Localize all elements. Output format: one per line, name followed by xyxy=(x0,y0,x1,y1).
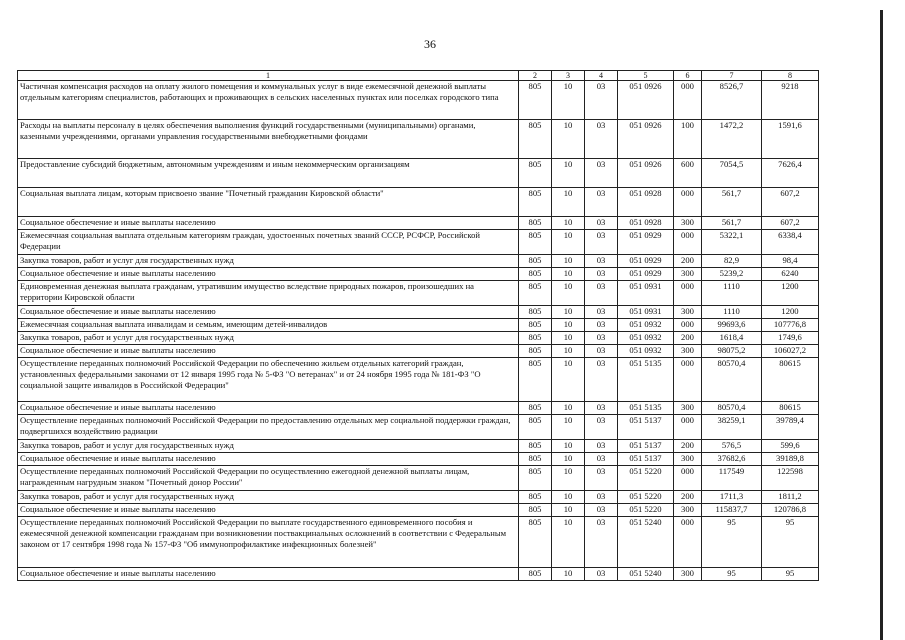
code-target-cell: 051 0932 xyxy=(618,332,674,345)
header-cell: 2 xyxy=(519,71,552,81)
code-expense-type-cell: 300 xyxy=(674,453,702,466)
column-number-header-row xyxy=(18,71,819,81)
description-cell: Ежемесячная социальная выплата инвалидам и семьям, имеющим детей-инвалидов xyxy=(18,319,519,332)
code-target-cell: 051 5137 xyxy=(618,415,674,440)
table-body xyxy=(18,71,819,581)
code-subsection-cell: 03 xyxy=(585,281,618,306)
amount-year-2-cell: 1200 xyxy=(762,281,819,306)
code-target-cell: 051 0928 xyxy=(618,217,674,230)
code-section-cell: 10 xyxy=(552,358,585,402)
code-expense-type-cell: 300 xyxy=(674,402,702,415)
amount-year-1-cell: 82,9 xyxy=(702,255,762,268)
table-row xyxy=(18,120,819,159)
code-section-cell: 10 xyxy=(552,517,585,568)
code-section-cell: 10 xyxy=(552,415,585,440)
amount-year-1-cell: 8526,7 xyxy=(702,81,762,120)
code-section-cell: 10 xyxy=(552,319,585,332)
code-target-cell: 051 5137 xyxy=(618,440,674,453)
code-subsection-cell: 03 xyxy=(585,217,618,230)
code-subsection-cell: 03 xyxy=(585,415,618,440)
code-ministry-cell: 805 xyxy=(519,491,552,504)
code-expense-type-cell: 200 xyxy=(674,491,702,504)
table-row xyxy=(18,159,819,188)
header-cell: 7 xyxy=(702,71,762,81)
code-section-cell: 10 xyxy=(552,120,585,159)
header-cell: 4 xyxy=(585,71,618,81)
code-section-cell: 10 xyxy=(552,188,585,217)
description-cell: Социальное обеспечение и иные выплаты населению xyxy=(18,345,519,358)
table-row xyxy=(18,281,819,306)
code-target-cell: 051 5135 xyxy=(618,358,674,402)
code-target-cell: 051 0926 xyxy=(618,81,674,120)
code-ministry-cell: 805 xyxy=(519,188,552,217)
amount-year-2-cell: 1200 xyxy=(762,306,819,319)
table-row xyxy=(18,319,819,332)
code-subsection-cell: 03 xyxy=(585,188,618,217)
amount-year-2-cell: 1811,2 xyxy=(762,491,819,504)
code-section-cell: 10 xyxy=(552,345,585,358)
code-expense-type-cell: 000 xyxy=(674,188,702,217)
header-cell: 5 xyxy=(618,71,674,81)
description-cell: Закупка товаров, работ и услуг для государственных нужд xyxy=(18,491,519,504)
code-section-cell: 10 xyxy=(552,491,585,504)
code-ministry-cell: 805 xyxy=(519,120,552,159)
code-ministry-cell: 805 xyxy=(519,281,552,306)
code-target-cell: 051 5240 xyxy=(618,568,674,581)
code-subsection-cell: 03 xyxy=(585,255,618,268)
amount-year-1-cell: 1711,3 xyxy=(702,491,762,504)
code-subsection-cell: 03 xyxy=(585,332,618,345)
amount-year-1-cell: 7054,5 xyxy=(702,159,762,188)
code-subsection-cell: 03 xyxy=(585,453,618,466)
table-row xyxy=(18,188,819,217)
description-cell: Социальное обеспечение и иные выплаты населению xyxy=(18,306,519,319)
amount-year-1-cell: 5239,2 xyxy=(702,268,762,281)
code-expense-type-cell: 000 xyxy=(674,319,702,332)
code-subsection-cell: 03 xyxy=(585,159,618,188)
code-ministry-cell: 805 xyxy=(519,440,552,453)
amount-year-2-cell: 120786,8 xyxy=(762,504,819,517)
description-cell: Социальное обеспечение и иные выплаты населению xyxy=(18,453,519,466)
amount-year-2-cell: 6338,4 xyxy=(762,230,819,255)
table-row xyxy=(18,358,819,402)
code-subsection-cell: 03 xyxy=(585,120,618,159)
code-expense-type-cell: 000 xyxy=(674,81,702,120)
amount-year-2-cell: 1749,6 xyxy=(762,332,819,345)
code-subsection-cell: 03 xyxy=(585,568,618,581)
amount-year-2-cell: 1591,6 xyxy=(762,120,819,159)
code-ministry-cell: 805 xyxy=(519,230,552,255)
table-row xyxy=(18,230,819,255)
code-subsection-cell: 03 xyxy=(585,517,618,568)
code-ministry-cell: 805 xyxy=(519,568,552,581)
table-row xyxy=(18,568,819,581)
code-ministry-cell: 805 xyxy=(519,504,552,517)
code-ministry-cell: 805 xyxy=(519,415,552,440)
code-expense-type-cell: 300 xyxy=(674,306,702,319)
amount-year-2-cell: 9218 xyxy=(762,81,819,120)
table-row xyxy=(18,217,819,230)
code-expense-type-cell: 300 xyxy=(674,504,702,517)
description-cell: Осуществление переданных полномочий Российской Федерации по выплате государственного единовременного пособия и ежемесячной денежной компенсации гражданам при возникновении поствакцинальных осложнений в соответствии с Федеральным законом от 17 сентября 1998 года № 157-ФЗ "Об иммунопрофилактике инфекционных болезней" xyxy=(18,517,519,568)
table-row xyxy=(18,517,819,568)
amount-year-2-cell: 80615 xyxy=(762,402,819,415)
amount-year-2-cell: 39189,8 xyxy=(762,453,819,466)
table-row xyxy=(18,306,819,319)
code-expense-type-cell: 300 xyxy=(674,268,702,281)
code-expense-type-cell: 600 xyxy=(674,159,702,188)
code-target-cell: 051 0932 xyxy=(618,319,674,332)
code-subsection-cell: 03 xyxy=(585,358,618,402)
code-ministry-cell: 805 xyxy=(519,358,552,402)
table-row xyxy=(18,504,819,517)
amount-year-1-cell: 98075,2 xyxy=(702,345,762,358)
code-expense-type-cell: 000 xyxy=(674,358,702,402)
code-section-cell: 10 xyxy=(552,440,585,453)
code-expense-type-cell: 000 xyxy=(674,281,702,306)
code-target-cell: 051 5135 xyxy=(618,402,674,415)
code-ministry-cell: 805 xyxy=(519,332,552,345)
page-number: 36 xyxy=(424,37,436,51)
code-section-cell: 10 xyxy=(552,230,585,255)
description-cell: Осуществление переданных полномочий Российской Федерации по обеспечению жильем отдельных категорий граждан, установленных федеральными законами от 12 января 1995 года № 5-ФЗ "О ветеранах" и от 24 ноября 1995 года № 181-ФЗ "О социальной защите инвалидов в Российской Федерации" xyxy=(18,358,519,402)
description-cell: Социальное обеспечение и иные выплаты населению xyxy=(18,568,519,581)
amount-year-2-cell: 39789,4 xyxy=(762,415,819,440)
table-row xyxy=(18,491,819,504)
description-cell: Закупка товаров, работ и услуг для государственных нужд xyxy=(18,440,519,453)
table-row xyxy=(18,440,819,453)
description-cell: Единовременная денежная выплата гражданам, утратившим имущество вследствие природных пожаров, произошедших на территории Кировской области xyxy=(18,281,519,306)
description-cell: Ежемесячная социальная выплата отдельным категориям граждан, удостоенных почетных званий СССР, РСФСР, Российской Федерации xyxy=(18,230,519,255)
code-target-cell: 051 0929 xyxy=(618,230,674,255)
code-ministry-cell: 805 xyxy=(519,217,552,230)
code-target-cell: 051 0929 xyxy=(618,268,674,281)
description-cell: Социальное обеспечение и иные выплаты населению xyxy=(18,504,519,517)
code-target-cell: 051 5220 xyxy=(618,491,674,504)
code-ministry-cell: 805 xyxy=(519,402,552,415)
code-expense-type-cell: 300 xyxy=(674,345,702,358)
table-row xyxy=(18,255,819,268)
code-subsection-cell: 03 xyxy=(585,230,618,255)
description-cell: Закупка товаров, работ и услуг для государственных нужд xyxy=(18,332,519,345)
amount-year-1-cell: 95 xyxy=(702,517,762,568)
table-row xyxy=(18,268,819,281)
budget-table xyxy=(17,70,819,581)
amount-year-2-cell: 599,6 xyxy=(762,440,819,453)
code-target-cell: 051 0931 xyxy=(618,281,674,306)
description-cell: Предоставление субсидий бюджетным, автономным учреждениям и иным некоммерческим организациям xyxy=(18,159,519,188)
code-section-cell: 10 xyxy=(552,159,585,188)
amount-year-1-cell: 37682,6 xyxy=(702,453,762,466)
code-section-cell: 10 xyxy=(552,568,585,581)
amount-year-2-cell: 95 xyxy=(762,517,819,568)
table-row xyxy=(18,453,819,466)
amount-year-2-cell: 107776,8 xyxy=(762,319,819,332)
amount-year-1-cell: 117549 xyxy=(702,466,762,491)
description-cell: Осуществление переданных полномочий Российской Федерации по осуществлению ежегодной денежной выплаты лицам, награжденным нагрудным знаком "Почетный донор России" xyxy=(18,466,519,491)
code-ministry-cell: 805 xyxy=(519,306,552,319)
code-section-cell: 10 xyxy=(552,332,585,345)
code-section-cell: 10 xyxy=(552,453,585,466)
amount-year-2-cell: 607,2 xyxy=(762,188,819,217)
code-target-cell: 051 0926 xyxy=(618,120,674,159)
code-section-cell: 10 xyxy=(552,255,585,268)
header-cell: 6 xyxy=(674,71,702,81)
description-cell: Расходы на выплаты персоналу в целях обеспечения выполнения функций государственными (муниципальными) органами, казенными учреждениями, органами управления государственными внебюджетными фондами xyxy=(18,120,519,159)
code-subsection-cell: 03 xyxy=(585,491,618,504)
amount-year-2-cell: 106027,2 xyxy=(762,345,819,358)
amount-year-2-cell: 98,4 xyxy=(762,255,819,268)
code-ministry-cell: 805 xyxy=(519,255,552,268)
amount-year-1-cell: 1110 xyxy=(702,281,762,306)
amount-year-2-cell: 95 xyxy=(762,568,819,581)
description-cell: Осуществление переданных полномочий Российской Федерации по предоставлению отдельных мер социальной поддержки граждан, подвергшихся воздействию радиации xyxy=(18,415,519,440)
header-cell: 8 xyxy=(762,71,819,81)
code-subsection-cell: 03 xyxy=(585,466,618,491)
description-cell: Социальное обеспечение и иные выплаты населению xyxy=(18,268,519,281)
code-subsection-cell: 03 xyxy=(585,440,618,453)
amount-year-1-cell: 5322,1 xyxy=(702,230,762,255)
amount-year-1-cell: 38259,1 xyxy=(702,415,762,440)
code-section-cell: 10 xyxy=(552,81,585,120)
amount-year-2-cell: 7626,4 xyxy=(762,159,819,188)
description-cell: Социальное обеспечение и иные выплаты населению xyxy=(18,217,519,230)
amount-year-1-cell: 1618,4 xyxy=(702,332,762,345)
table-row xyxy=(18,345,819,358)
code-subsection-cell: 03 xyxy=(585,504,618,517)
code-target-cell: 051 0932 xyxy=(618,345,674,358)
amount-year-2-cell: 6240 xyxy=(762,268,819,281)
amount-year-1-cell: 561,7 xyxy=(702,188,762,217)
code-section-cell: 10 xyxy=(552,504,585,517)
table-row xyxy=(18,415,819,440)
code-ministry-cell: 805 xyxy=(519,466,552,491)
code-expense-type-cell: 200 xyxy=(674,440,702,453)
amount-year-1-cell: 1472,2 xyxy=(702,120,762,159)
header-cell: 1 xyxy=(18,71,519,81)
description-cell: Закупка товаров, работ и услуг для государственных нужд xyxy=(18,255,519,268)
amount-year-1-cell: 1110 xyxy=(702,306,762,319)
code-target-cell: 051 5137 xyxy=(618,453,674,466)
code-subsection-cell: 03 xyxy=(585,268,618,281)
code-subsection-cell: 03 xyxy=(585,319,618,332)
code-target-cell: 051 0931 xyxy=(618,306,674,319)
code-section-cell: 10 xyxy=(552,402,585,415)
code-ministry-cell: 805 xyxy=(519,268,552,281)
code-ministry-cell: 805 xyxy=(519,517,552,568)
code-subsection-cell: 03 xyxy=(585,345,618,358)
code-expense-type-cell: 100 xyxy=(674,120,702,159)
amount-year-1-cell: 576,5 xyxy=(702,440,762,453)
code-section-cell: 10 xyxy=(552,268,585,281)
code-section-cell: 10 xyxy=(552,466,585,491)
amount-year-1-cell: 80570,4 xyxy=(702,358,762,402)
code-section-cell: 10 xyxy=(552,306,585,319)
code-expense-type-cell: 200 xyxy=(674,332,702,345)
code-ministry-cell: 805 xyxy=(519,345,552,358)
code-subsection-cell: 03 xyxy=(585,306,618,319)
amount-year-2-cell: 122598 xyxy=(762,466,819,491)
page-edge-rule xyxy=(880,10,883,640)
code-target-cell: 051 0929 xyxy=(618,255,674,268)
description-cell: Социальная выплата лицам, которым присвоено звание "Почетный гражданин Кировской области" xyxy=(18,188,519,217)
amount-year-1-cell: 99693,6 xyxy=(702,319,762,332)
amount-year-1-cell: 80570,4 xyxy=(702,402,762,415)
description-cell: Социальное обеспечение и иные выплаты населению xyxy=(18,402,519,415)
amount-year-2-cell: 607,2 xyxy=(762,217,819,230)
code-ministry-cell: 805 xyxy=(519,159,552,188)
table-row xyxy=(18,81,819,120)
code-target-cell: 051 5220 xyxy=(618,466,674,491)
code-target-cell: 051 5240 xyxy=(618,517,674,568)
amount-year-1-cell: 561,7 xyxy=(702,217,762,230)
amount-year-1-cell: 115837,7 xyxy=(702,504,762,517)
code-expense-type-cell: 300 xyxy=(674,568,702,581)
code-expense-type-cell: 000 xyxy=(674,466,702,491)
code-ministry-cell: 805 xyxy=(519,319,552,332)
table-row xyxy=(18,332,819,345)
code-expense-type-cell: 000 xyxy=(674,517,702,568)
header-cell: 3 xyxy=(552,71,585,81)
code-expense-type-cell: 200 xyxy=(674,255,702,268)
code-expense-type-cell: 000 xyxy=(674,230,702,255)
description-cell: Частичная компенсация расходов на оплату жилого помещения и коммунальных услуг в виде ежемесячной денежной выплаты отдельным категориям специалистов, работающих и проживающих в сельских населенных пунктах или поселках городского типа xyxy=(18,81,519,120)
code-section-cell: 10 xyxy=(552,281,585,306)
table-row xyxy=(18,402,819,415)
table-row xyxy=(18,466,819,491)
code-subsection-cell: 03 xyxy=(585,402,618,415)
code-subsection-cell: 03 xyxy=(585,81,618,120)
code-expense-type-cell: 000 xyxy=(674,415,702,440)
code-ministry-cell: 805 xyxy=(519,453,552,466)
code-section-cell: 10 xyxy=(552,217,585,230)
code-ministry-cell: 805 xyxy=(519,81,552,120)
code-target-cell: 051 0926 xyxy=(618,159,674,188)
amount-year-2-cell: 80615 xyxy=(762,358,819,402)
code-target-cell: 051 0928 xyxy=(618,188,674,217)
code-expense-type-cell: 300 xyxy=(674,217,702,230)
code-target-cell: 051 5220 xyxy=(618,504,674,517)
amount-year-1-cell: 95 xyxy=(702,568,762,581)
